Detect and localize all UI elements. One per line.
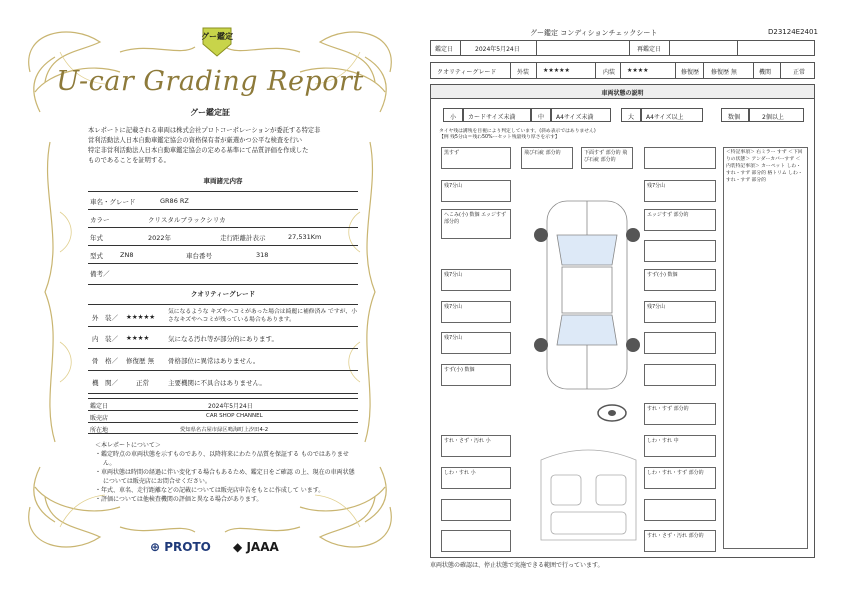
exterior-label: 外装 xyxy=(517,69,530,76)
panel-label: 残7分山 xyxy=(441,180,511,202)
panel-label: 残7分山 xyxy=(644,301,716,323)
legend-several: 数個 xyxy=(721,108,749,122)
panel-blank xyxy=(644,364,716,386)
special-notes: ＜特記事項＞ 右ミラー すず ＜下回りの状態＞ アンダーカバーすず ＜内装特記事項＞ カーペット しわ・すれ・すず 部分的 格トリム しわ・すれ・すず 部分的 xyxy=(723,147,808,549)
spec-row-model xyxy=(88,245,358,263)
frame-value: 修復歴 無 xyxy=(711,69,737,76)
intro-text xyxy=(88,126,358,166)
interior-label: 内装 xyxy=(603,69,616,76)
location-row xyxy=(88,422,358,434)
legend-small-desc: カードサイズ未満 xyxy=(463,108,531,122)
engine-label: 機関 xyxy=(759,69,772,76)
car-top-view-diagram xyxy=(527,195,647,395)
goo-kantei-logo xyxy=(199,22,235,58)
spec-row-color xyxy=(88,209,358,227)
jaaa-logo-text: JAAA xyxy=(246,540,279,554)
exterior-value: ★★★★★ xyxy=(543,67,570,74)
quality-desc: 気になる汚れ等が部分的にあります。 xyxy=(168,335,278,343)
proto-logo-text: PROTO xyxy=(164,540,211,554)
legend-large: 大 xyxy=(621,108,641,122)
proto-logo: ⊕ PROTO xyxy=(150,540,211,554)
inspect-date-row xyxy=(88,398,358,410)
location-value: 愛知県名古屋市緑区鳴海町上汐田4-2 xyxy=(180,427,269,433)
panel-label: へこみ(小) 数個 エッジすず 部分的 xyxy=(441,209,511,239)
engine-value: 正常 xyxy=(793,69,806,76)
steering-wheel-icon xyxy=(596,403,628,423)
mileage-value: 27,531Km xyxy=(288,233,322,241)
interior-value: ★★★★ xyxy=(627,67,649,74)
condition-check-sheet xyxy=(420,0,841,595)
panel-label: エッジすず 部分的 xyxy=(644,209,716,231)
year-value: 2022年 xyxy=(148,234,172,242)
panel-label: しわ・すれ 小 xyxy=(441,467,511,489)
shop-value: CAR SHOP CHANNEL xyxy=(206,413,263,419)
chassis-value: 318 xyxy=(256,251,269,259)
diagram-area xyxy=(430,84,815,558)
quality-section-title: クオリティーグレード xyxy=(190,290,256,298)
note-item: ・年式、車名、走行距離などの記載については販売店申告をもとに作成して います。 xyxy=(95,487,325,494)
legend-large-desc: A4サイズ以上 xyxy=(641,108,703,122)
spec-row-year xyxy=(88,227,358,245)
intro-line: 営利活動法人日本自動車鑑定協会の資格保有者が厳選かつ公平な検査を行い xyxy=(88,137,303,144)
tire-note: タイヤ残は溝残を目視により判定しています。(斜め表示ではありません) xyxy=(439,129,596,134)
quality-label: 骨 格／ xyxy=(92,357,118,365)
date-row xyxy=(430,40,815,56)
quality-desc: 骨格部位に異常はありません。 xyxy=(168,357,260,365)
report-notes xyxy=(95,441,355,504)
quality-row-frame xyxy=(88,348,358,370)
panel-label: 残7分山 xyxy=(441,269,511,291)
panel-label: 飛び石疵 部分的 xyxy=(521,147,573,169)
quality-desc: 気になるような キズやヘコミがあった場合は綺麗に補修済み ですが、小さなキズやヘコミが残っている場合もあります。 xyxy=(168,309,358,323)
legend-medium: 中 xyxy=(531,108,551,122)
jaaa-logo: ◆ JAAA xyxy=(233,540,279,554)
car-interior-diagram xyxy=(531,440,646,550)
quality-grade: 修復歴 無 xyxy=(126,357,155,365)
bottom-note: 車両状態の確認は、停止状態で実施できる範囲で行っています。 xyxy=(430,562,604,569)
sheet-title: グー鑑定 コンディションチェックシート xyxy=(530,29,658,37)
panel-blank xyxy=(441,499,511,521)
footer-logos xyxy=(150,540,279,554)
legend-medium-desc: A4サイズ未満 xyxy=(551,108,611,122)
quality-row-exterior xyxy=(88,304,358,326)
panel-label: すれ・さず・汚れ 小 xyxy=(441,435,511,457)
panel-label: 残7分山 xyxy=(441,332,511,354)
panel-label: しわ・すれ 中 xyxy=(644,435,716,457)
legend-title: 車両状態の説明 xyxy=(431,85,814,99)
date-value: 2024年5月24日 xyxy=(475,46,520,53)
quality-row-engine xyxy=(88,370,358,394)
panel-label: すず(小) 数個 xyxy=(644,269,716,291)
spec-row-name xyxy=(88,191,358,209)
quality-label: 内 装／ xyxy=(92,335,118,343)
quality-grade: ★★★★★ xyxy=(126,313,156,321)
grading-report xyxy=(0,0,420,595)
quality-desc: 主要機関に不具合はありません。 xyxy=(168,379,266,387)
panel-label: 黒すず xyxy=(441,147,511,169)
intro-line: 特定非営利活動法人日本自動車鑑定協会の定める基準にて品質評価を作成した xyxy=(88,147,309,154)
quality-label: 外 装／ xyxy=(92,314,118,322)
panel-label: 残7分山 xyxy=(644,180,716,202)
note-item: ・評価については他検査機関の評価と異なる場合があります。 xyxy=(95,496,263,503)
panel-blank xyxy=(644,147,716,169)
panel-blank xyxy=(644,332,716,354)
panel-blank xyxy=(644,499,716,521)
brand-title: U-car Grading Report xyxy=(56,66,364,97)
shop-row xyxy=(88,410,358,422)
note-item: ・鑑定時点の車両状態を示すものであり、以降将来にわたり品質を保証する ものではありません。 xyxy=(95,451,349,467)
quality-grade: 正常 xyxy=(136,379,149,387)
intro-line: 本レポートに記載される車両は株式会社プロトコーポレーションが委託する特定非 xyxy=(88,127,321,134)
panel-label: すれ・すず 部分的 xyxy=(644,403,716,425)
notes-title: ＜本レポートについて＞ xyxy=(95,442,161,449)
inspect-date-label: 鑑定日 xyxy=(90,403,109,410)
tire-note-example: 【例 残5分山＝残わ50%ーセット残量残り厚さを示す】 xyxy=(439,135,560,140)
note-item: ・車両状態は時間の経過に伴い変化する場合もあるため、鑑定日をご確認 の上、現在の車両状態については販売店にお問合せください。 xyxy=(95,469,355,485)
panel-label: 下面すず 部分的 飛び石疵 部分的 xyxy=(581,147,633,169)
shop-label: 販売店 xyxy=(90,415,109,422)
grade-label: クオリティーグレード xyxy=(437,69,497,76)
panel-label: 残7分山 xyxy=(441,301,511,323)
location-label: 所在地 xyxy=(90,427,109,434)
model-value: ZN8 xyxy=(120,251,134,259)
panel-label: しわ・すれ・すず 部分的 xyxy=(644,467,716,489)
legend-small: 小 xyxy=(443,108,463,122)
spec-section-title: 車両諸元内容 xyxy=(203,177,243,185)
sheet-id: D23124E2401 xyxy=(768,28,818,36)
intro-line: ものであることを証明する。 xyxy=(88,157,170,164)
panel-label: すれ・さず・汚れ 部分的 xyxy=(644,530,716,552)
chassis-label: 車台番号 xyxy=(186,252,212,260)
remarks-label: 備考／ xyxy=(90,270,110,278)
report-subtitle: グー鑑定証 xyxy=(190,108,230,117)
spec-row-remarks xyxy=(88,263,358,285)
year-label: 年式 xyxy=(90,234,103,242)
legend-several-desc: 2個以上 xyxy=(749,108,804,122)
frame-label: 修復歴 xyxy=(681,69,700,76)
model-label: 型式 xyxy=(90,252,103,260)
quality-label: 機 関／ xyxy=(92,379,118,387)
quality-row-interior xyxy=(88,326,358,348)
reinspect-label: 再鑑定日 xyxy=(637,46,662,53)
name-value: GR86 RZ xyxy=(160,197,189,205)
date-label: 鑑定日 xyxy=(431,41,461,55)
panel-blank xyxy=(441,530,511,552)
panel-blank xyxy=(644,240,716,262)
name-label: 車名・グレード xyxy=(90,198,136,206)
grade-row xyxy=(430,62,815,79)
quality-grade: ★★★★ xyxy=(126,334,150,342)
panel-label: すず(小) 数個 xyxy=(441,364,511,386)
inspect-date-value: 2024年5月24日 xyxy=(208,403,253,410)
color-label: カラー xyxy=(90,216,110,224)
logo-text: グー鑑定 xyxy=(201,32,233,41)
color-value: クリスタルブラックシリカ xyxy=(148,216,226,224)
mileage-label: 走行距離計表示 xyxy=(220,234,266,242)
